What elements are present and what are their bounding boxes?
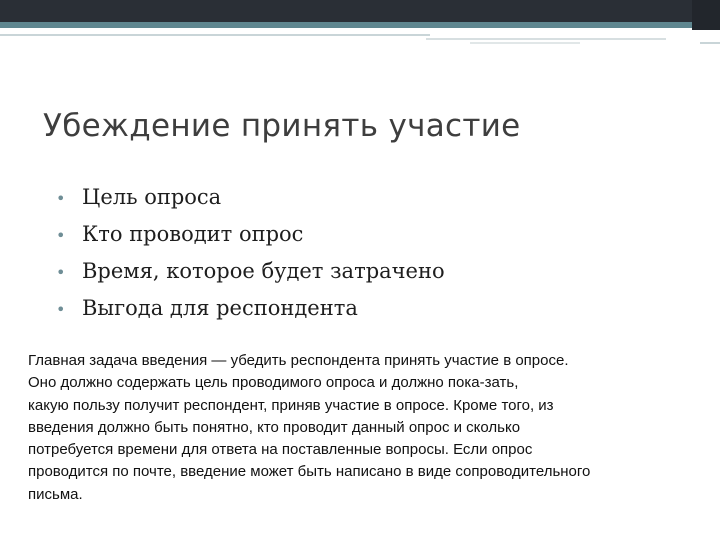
bullet-marker: • — [56, 263, 66, 282]
decorative-rule — [470, 42, 580, 44]
bullet-item — [56, 296, 445, 333]
bullet-text: Цель опроса — [82, 185, 222, 209]
body-paragraph — [28, 350, 718, 506]
bullet-marker: • — [56, 300, 66, 319]
body-line: Главная задача введения — убедить респондента принять участие в опросе. — [28, 352, 569, 369]
body-line: какую пользу получит респондент, приняв участие в опросе. Кроме того, из — [28, 396, 554, 414]
body-line: Оно должно содержать цель проводимого опроса и должно пока-зать, — [28, 374, 519, 392]
bullet-text: Выгода для респондента — [82, 296, 358, 320]
body-line: потребуется времени для ответа на поставленные вопросы. Если опрос — [28, 441, 533, 459]
body-line: введения должно быть понятно, кто проводит данный опрос и сколько — [28, 418, 521, 436]
header-accent-stripe — [0, 22, 720, 28]
header-corner-block — [692, 0, 720, 30]
bullet-item — [56, 259, 445, 296]
body-line: проводится по почте, введение может быть написано в виде сопроводительного — [28, 463, 591, 481]
decorative-rule — [700, 42, 720, 44]
bullet-text: Время, которое будет затрачено — [82, 259, 445, 283]
bullet-item — [56, 222, 445, 259]
bullet-marker: • — [56, 189, 66, 208]
decorative-rule — [0, 34, 430, 36]
bullet-text: Кто проводит опрос — [82, 222, 304, 246]
slide-title: Убеждение принять участие — [43, 108, 521, 144]
bullet-list — [56, 185, 445, 333]
body-line: письма. — [28, 485, 83, 503]
decorative-rule — [426, 38, 666, 40]
bullet-item — [56, 185, 445, 222]
bullet-marker: • — [56, 226, 66, 245]
